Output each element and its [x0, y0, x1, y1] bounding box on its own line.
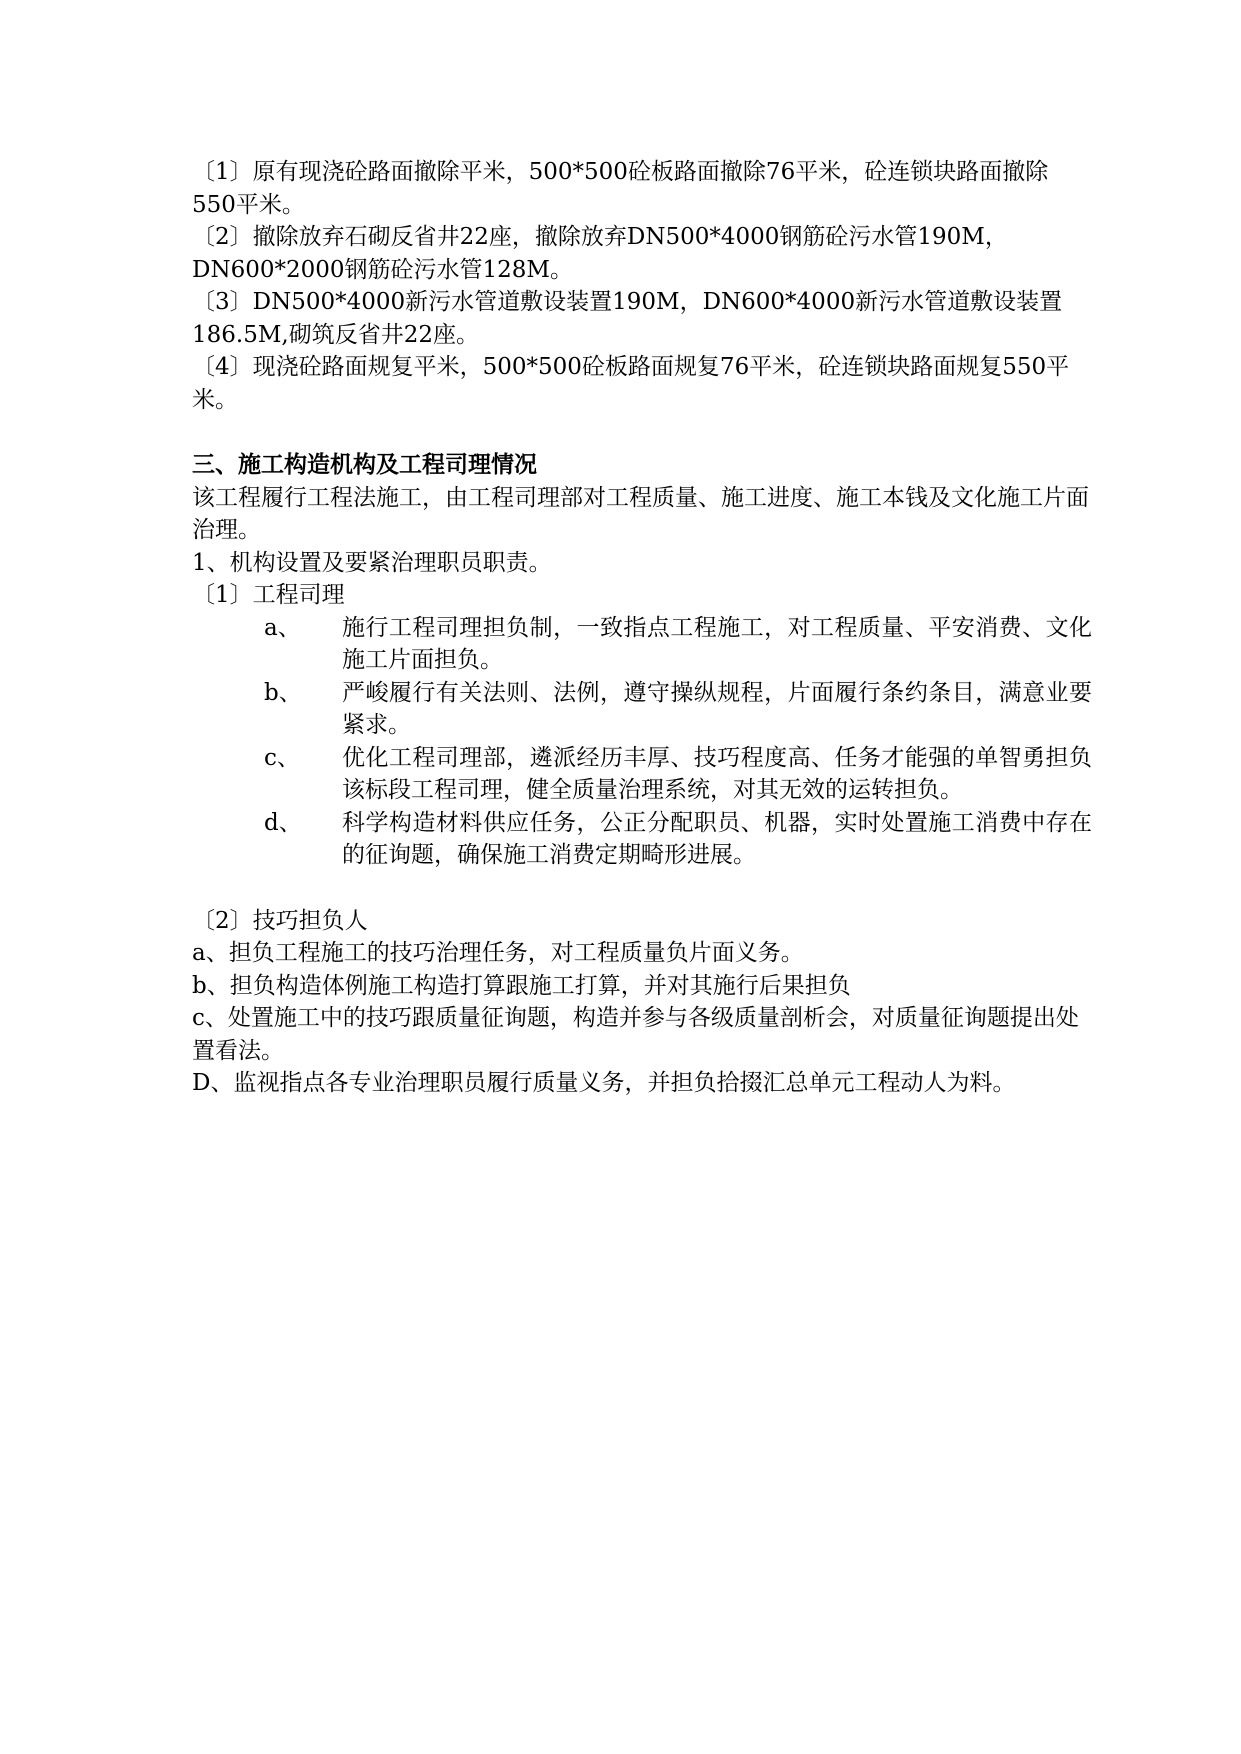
role-2-title: 〔2〕技巧担负人	[192, 907, 368, 934]
text-column	[192, 156, 1092, 1100]
subsection-title: 1、机构设置及要紧治理职员职责。	[192, 549, 552, 576]
item-label: c、	[264, 744, 300, 771]
item-label: d、	[264, 809, 302, 836]
role-2-item: c、处置施工中的技巧跟质量征询题，构造并参与各级质量剖析会，对质量征询题提出处置看法。	[192, 1005, 1079, 1064]
item-text: 科学构造材料供应任务，公正分配职员、机器，实时处置施工消费中存在的征询题，确保施工消费定期畸形进展。	[342, 809, 1092, 868]
item-label: b、	[264, 679, 302, 706]
role-2-item: D、监视指点各专业治理职员履行质量义务，并担负拾掇汇总单元工程动人为料。	[192, 1070, 1016, 1096]
work-item-4: 〔4〕现浇砼路面规复平米，500*500砼板路面规复76平米，砼连锁块路面规复550平米。	[192, 354, 1070, 413]
role-2-item: a、担负工程施工的技巧治理任务，对工程质量负片面义务。	[192, 940, 804, 966]
spacer	[192, 872, 1092, 905]
role-1-item	[264, 612, 1092, 677]
item-text: 施行工程司理担负制，一致指点工程施工，对工程质量、平安消费、文化施工片面担负。	[342, 614, 1092, 673]
item-text: 优化工程司理部，遴派经历丰厚、技巧程度高、任务才能强的单智勇担负该标段工程司理，健全质量治理系统，对其无效的运转担负。	[342, 744, 1092, 803]
work-item-2: 〔2〕撤除放弃石砌反省井22座，撤除放弃DN500*4000钢筋砼污水管190M，DN600*2000钢筋砼污水管128M。	[192, 224, 1008, 283]
item-label: a、	[264, 614, 301, 641]
work-item-1: 〔1〕原有现浇砼路面撤除平米，500*500砼板路面撤除76平米，砼连锁块路面撤除550平米。	[192, 159, 1049, 218]
role-1-item	[264, 807, 1092, 872]
role-1-title: 〔1〕工程司理	[192, 582, 345, 608]
role-1-item	[264, 677, 1092, 742]
work-item-3: 〔3〕DN500*4000新污水管道敷设装置190M，DN600*4000新污水管道敷设装置186.5M,砌筑反省井22座。	[192, 289, 1063, 348]
role-1-item	[264, 742, 1092, 807]
item-text: 严峻履行有关法则、法例，遵守操纵规程，片面履行条约条目，满意业要紧求。	[342, 679, 1092, 738]
section-heading: 三、施工构造机构及工程司理情况	[192, 451, 537, 478]
section-intro: 该工程履行工程法施工，由工程司理部对工程质量、施工进度、施工本钱及文化施工片面治理。	[192, 484, 1089, 543]
role-2-item: b、担负构造体例施工构造打算跟施工打算，并对其施行后果担负	[192, 972, 851, 999]
